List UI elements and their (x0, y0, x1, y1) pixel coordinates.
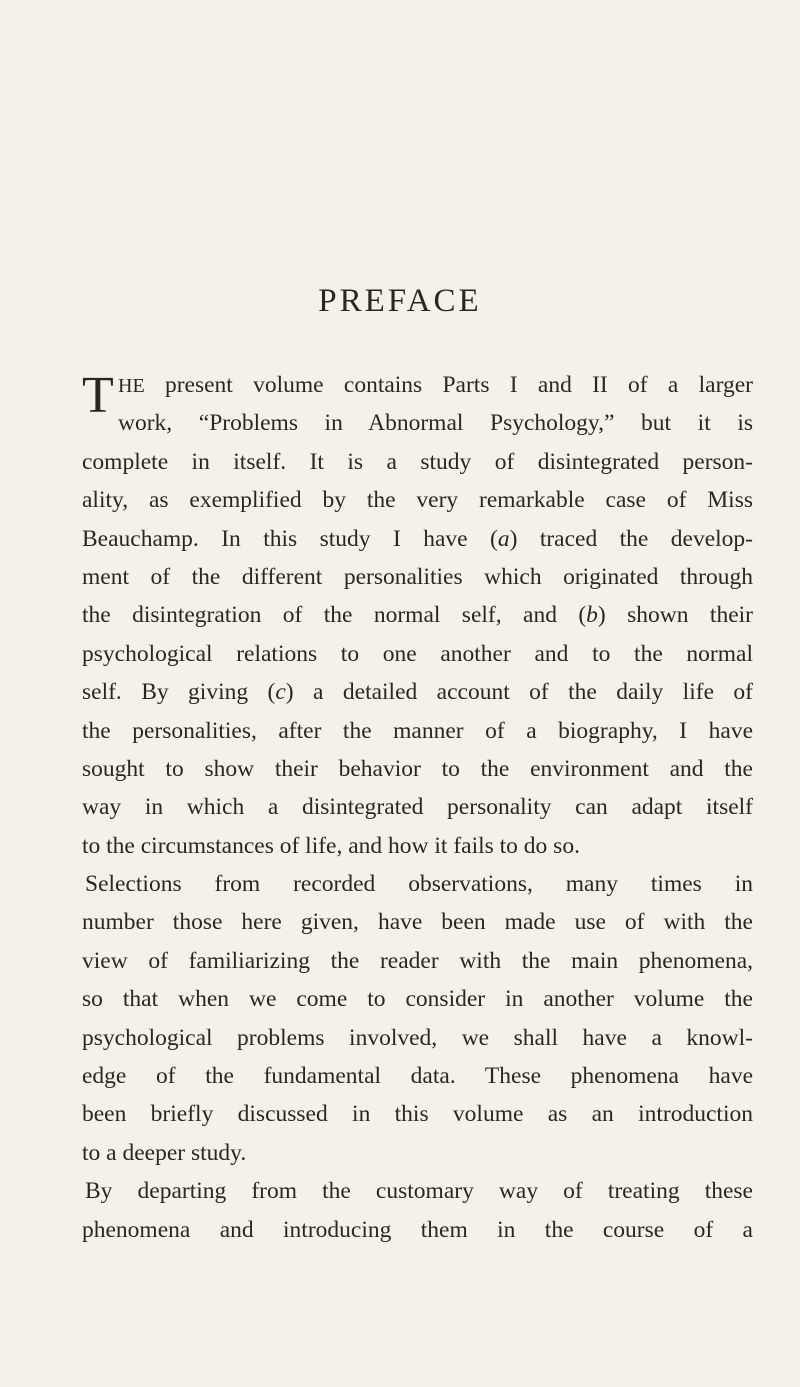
text-line: to the circumstances of life, and how it fails to do so. (82, 832, 580, 859)
text-line: sought to show their behavior to the environment and the (82, 755, 753, 782)
text-line: Beauchamp. In this study I have (a) traced the develop- (82, 525, 754, 552)
text-line: to a deeper study. (82, 1139, 247, 1166)
text-line: self. By giving (c) a detailed account of the daily life of (82, 679, 753, 706)
text-line: ment of the different personalities which originated through (82, 563, 753, 590)
body-text (82, 366, 753, 1249)
text-line: By departing from the customary way of treating these (85, 1178, 753, 1205)
text-line: psychological relations to one another and to the normal (82, 640, 753, 667)
text-line: so that when we come to consider in another volume the (82, 986, 753, 1013)
text-line: work, “Problems in Abnormal Psychology,” but it is (118, 410, 753, 437)
text-line: number those here given, have been made use of with the (82, 909, 753, 936)
text-line: view of familiarizing the reader with the main phenomena, (82, 947, 753, 974)
text-line (82, 366, 753, 404)
text-line: the disintegration of the normal self, and (b) shown their (82, 602, 753, 629)
text-line: been briefly discussed in this volume as an introduction (82, 1101, 753, 1128)
text-line: the personalities, after the manner of a biography, I have (82, 717, 753, 744)
text-line: phenomena and introducing them in the course of a (82, 1216, 753, 1243)
drop-cap: T (82, 370, 114, 422)
text-line: edge of the fundamental data. These phenomena have (82, 1063, 753, 1090)
text-line: complete in itself. It is a study of disintegrated person- (82, 448, 753, 475)
text-line: Selections from recorded observations, many times in (85, 871, 753, 898)
text-line: ality, as exemplified by the very remarkable case of Miss (82, 487, 753, 514)
text-line: way in which a disintegrated personality can adapt itself (82, 794, 753, 821)
first-word-small-caps: HE (118, 375, 145, 397)
text-line-rest: present volume contains Parts I and II of a larger (144, 372, 753, 398)
text-line: psychological problems involved, we shall have a knowl- (82, 1024, 753, 1051)
page-title: PREFACE (318, 283, 482, 319)
